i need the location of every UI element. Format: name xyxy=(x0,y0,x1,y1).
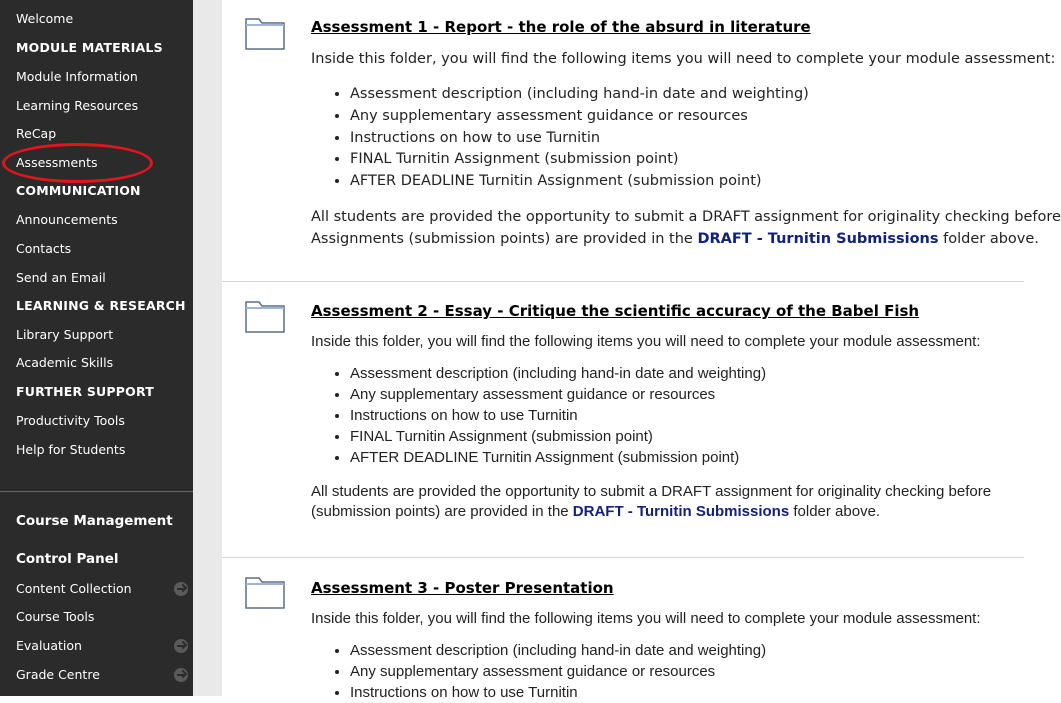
menu-item-contacts[interactable]: Contacts xyxy=(16,241,72,256)
assessment-title-link[interactable]: Assessment 1 - Report - the role of the absurd in literature xyxy=(311,18,811,36)
assessment-title-link[interactable]: Assessment 3 - Poster Presentation xyxy=(311,579,614,597)
folder-icon xyxy=(245,297,285,333)
draft-info-paragraph xyxy=(311,206,1061,250)
menu-item-productivity-tools[interactable]: Productivity Tools xyxy=(16,413,125,428)
content-item-assessment-1 xyxy=(222,0,1061,282)
menu-item-announcements[interactable]: Announcements xyxy=(16,212,118,227)
draft-submissions-link[interactable]: DRAFT - Turnitin Submissions xyxy=(572,503,790,520)
content-item-assessment-2 xyxy=(222,282,1024,558)
menu-header-further-support: FURTHER SUPPORT xyxy=(16,384,154,399)
list-item: • AFTER DEADLINE Turnitin Assignment (submission point) xyxy=(350,447,766,468)
menu-item-academic-skills[interactable]: Academic Skills xyxy=(16,355,114,370)
list-item: • Any supplementary assessment guidance or resources xyxy=(350,661,766,682)
content-gutter xyxy=(193,0,222,696)
list-item: • FINAL Turnitin Assignment (submission point) xyxy=(350,149,809,171)
list-item: • Any supplementary assessment guidance or resources xyxy=(350,384,766,405)
list-item: • Instructions on how to use Turnitin xyxy=(350,128,809,150)
assessment-intro-text: Inside this folder, you will find the following items you will need to complete your module assessment: xyxy=(311,610,981,627)
assessment-items-list xyxy=(311,363,766,468)
sidebar-divider xyxy=(0,491,193,492)
list-item: • Instructions on how to use Turnitin xyxy=(350,682,766,703)
course-menu-sidebar xyxy=(0,0,193,696)
paragraph-text: (submission points) are provided in the xyxy=(311,503,573,520)
panel-item-content-collection[interactable]: Content Collection xyxy=(16,581,132,596)
menu-item-welcome[interactable]: Welcome xyxy=(16,11,74,26)
menu-item-recap[interactable]: ReCap xyxy=(16,126,57,141)
content-item-assessment-3 xyxy=(222,558,1024,701)
draft-submissions-link[interactable]: DRAFT - Turnitin Submissions xyxy=(697,231,939,247)
menu-header-module-materials: MODULE MATERIALS xyxy=(16,40,163,55)
control-panel-heading[interactable]: Control Panel xyxy=(16,551,119,567)
paragraph-text: All students are provided the opportunity to submit a DRAFT assignment for originality checking before xyxy=(311,483,992,500)
assessment-title-link[interactable]: Assessment 2 - Essay - Critique the scientific accuracy of the Babel Fish xyxy=(311,302,920,320)
menu-item-send-email[interactable]: Send an Email xyxy=(16,270,106,285)
list-item: • Assessment description (including hand-in date and weighting) xyxy=(350,363,766,384)
menu-item-module-information[interactable]: Module Information xyxy=(16,69,138,84)
assessment-items-list xyxy=(311,84,809,193)
panel-item-evaluation[interactable]: Evaluation xyxy=(16,638,82,653)
menu-item-learning-resources[interactable]: Learning Resources xyxy=(16,98,139,113)
menu-header-communication: COMMUNICATION xyxy=(16,183,141,198)
expand-arrow-icon[interactable] xyxy=(174,668,188,682)
paragraph-text: All students are provided the opportunity to submit a DRAFT assignment for originality checking before xyxy=(311,209,1061,225)
paragraph-text: folder above. xyxy=(938,231,1039,247)
folder-icon xyxy=(245,573,285,609)
list-item: • AFTER DEADLINE Turnitin Assignment (submission point) xyxy=(350,171,809,193)
list-item: • Instructions on how to use Turnitin xyxy=(350,405,766,426)
course-management-heading: Course Management xyxy=(16,513,173,529)
expand-arrow-icon[interactable] xyxy=(174,582,188,596)
list-item: • FINAL Turnitin Assignment (submission point) xyxy=(350,426,766,447)
menu-item-assessments[interactable]: Assessments xyxy=(16,155,98,170)
assessment-items-list xyxy=(311,640,766,703)
list-item: • Assessment description (including hand-in date and weighting) xyxy=(350,84,809,106)
paragraph-text: folder above. xyxy=(789,503,881,520)
menu-item-library-support[interactable]: Library Support xyxy=(16,327,114,342)
content-area xyxy=(222,0,1061,701)
draft-info-paragraph xyxy=(311,482,991,522)
assessment-intro-text: Inside this folder, you will find the following items you will need to complete your module assessment: xyxy=(311,51,1056,67)
menu-header-learning-research: LEARNING & RESEARCH xyxy=(16,298,186,313)
assessment-intro-text: Inside this folder, you will find the following items you will need to complete your module assessment: xyxy=(311,333,981,350)
folder-icon xyxy=(245,14,285,50)
list-item: • Any supplementary assessment guidance or resources xyxy=(350,106,809,128)
panel-item-course-tools[interactable]: Course Tools xyxy=(16,609,95,624)
expand-arrow-icon[interactable] xyxy=(174,639,188,653)
paragraph-text: Assignments (submission points) are provided in the xyxy=(311,231,698,247)
panel-item-grade-centre[interactable]: Grade Centre xyxy=(16,667,100,682)
menu-item-help-for-students[interactable]: Help for Students xyxy=(16,442,126,457)
list-item: • Assessment description (including hand-in date and weighting) xyxy=(350,640,766,661)
